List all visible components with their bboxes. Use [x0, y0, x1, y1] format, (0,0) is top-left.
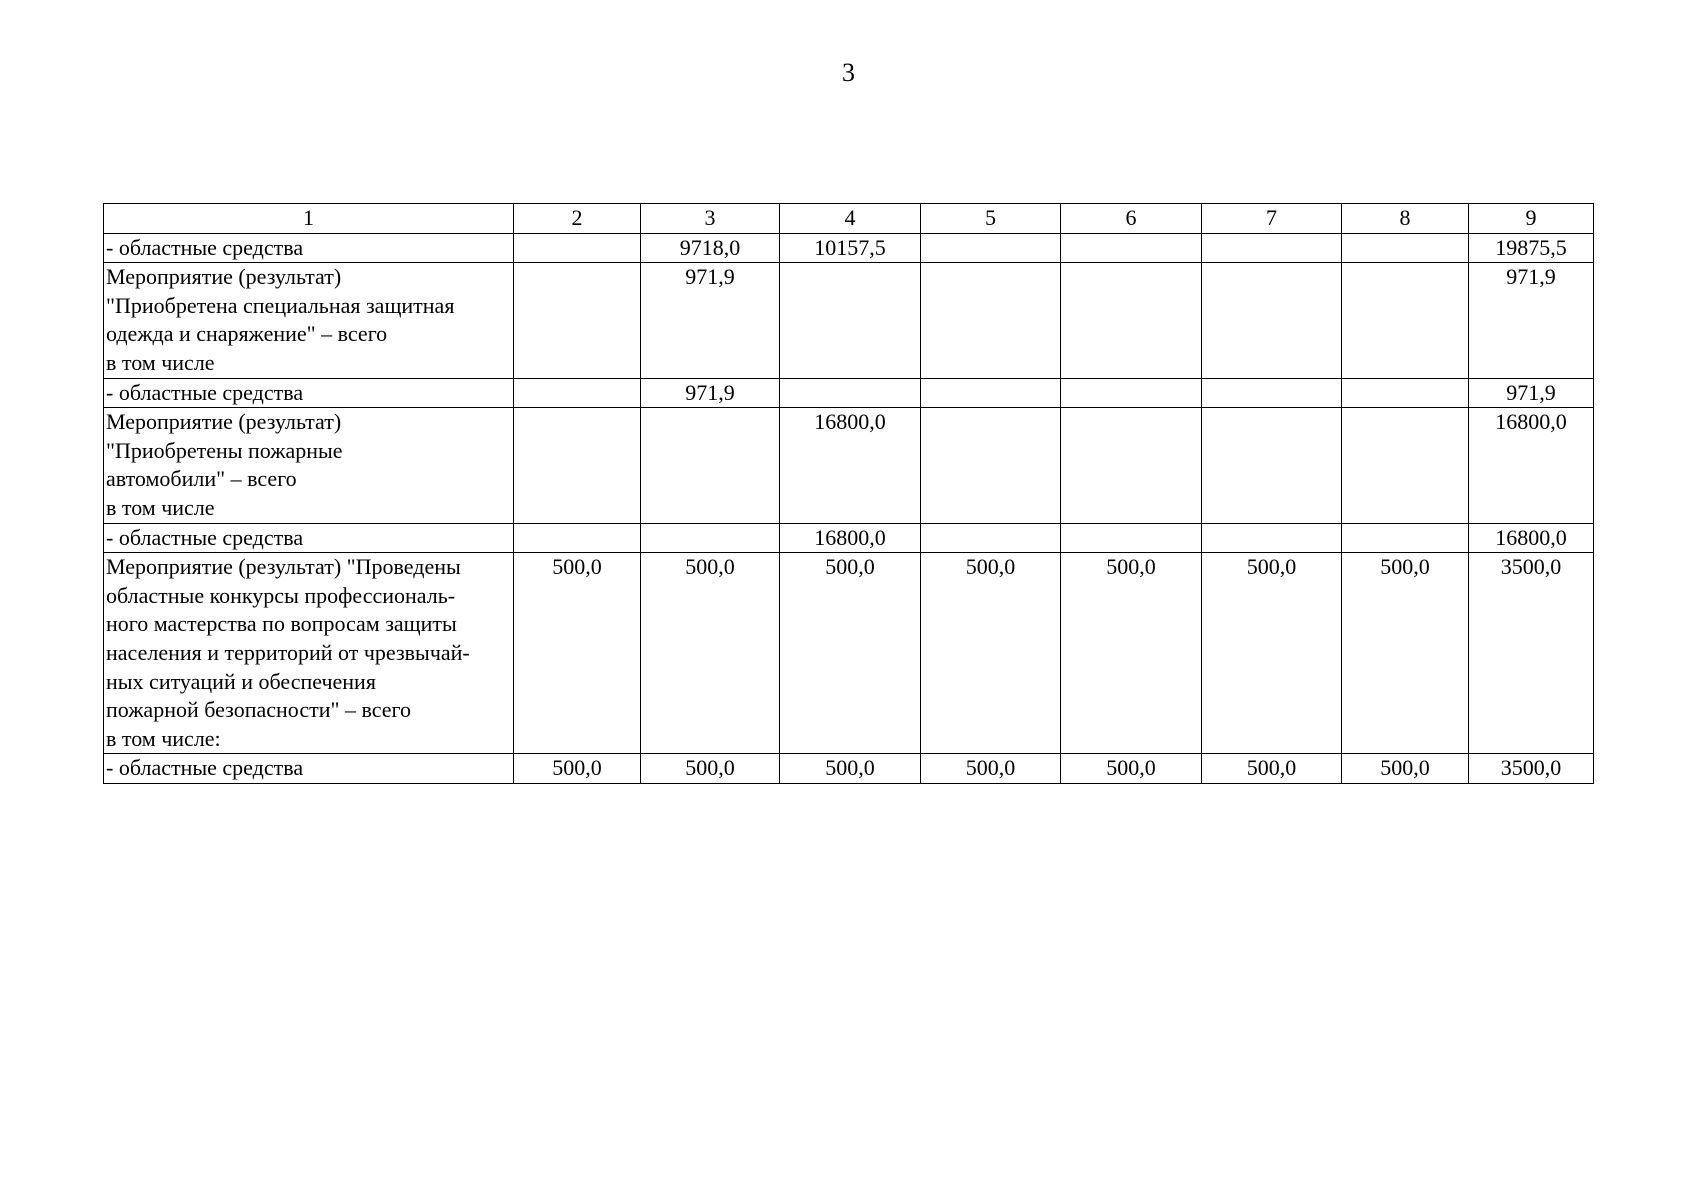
column-number-1: 1 [104, 204, 514, 234]
value-cell-col-7 [1202, 233, 1342, 263]
description-line: в том числе: [106, 725, 221, 751]
value-cell-col-8 [1342, 408, 1469, 523]
value-cell-col-4: 500,0 [780, 553, 921, 754]
value-cell-col-8: 500,0 [1342, 754, 1469, 784]
description-line: ных ситуаций и обеспечения [106, 668, 376, 694]
value-cell-col-9: 971,9 [1469, 378, 1594, 408]
value-cell-col-2 [514, 378, 641, 408]
row-description [104, 523, 514, 553]
description-line: Мероприятие (результат) "Проведены [106, 554, 461, 580]
description-line: автомобили" – всего [106, 466, 297, 492]
value-cell-col-9: 3500,0 [1469, 754, 1594, 784]
value-cell-col-3 [641, 523, 780, 553]
value-cell-col-7 [1202, 263, 1342, 378]
table-header-row [104, 204, 1594, 234]
description-line: - областные средства [106, 524, 304, 550]
value-cell-col-5: 500,0 [921, 754, 1061, 784]
description-line: - областные средства [106, 234, 304, 260]
value-cell-col-3 [641, 408, 780, 523]
value-cell-col-6 [1061, 408, 1202, 523]
value-cell-col-5 [921, 263, 1061, 378]
value-cell-col-5 [921, 378, 1061, 408]
value-cell-col-4: 16800,0 [780, 408, 921, 523]
value-cell-col-6 [1061, 378, 1202, 408]
column-number-6: 6 [1061, 204, 1202, 234]
value-cell-col-6: 500,0 [1061, 553, 1202, 754]
row-description [104, 553, 514, 754]
value-cell-col-4 [780, 263, 921, 378]
value-cell-col-8 [1342, 378, 1469, 408]
column-number-4: 4 [780, 204, 921, 234]
table-row [104, 378, 1594, 408]
value-cell-col-5: 500,0 [921, 553, 1061, 754]
column-number-5: 5 [921, 204, 1061, 234]
description-line: одежда и снаряжение" – всего [106, 321, 388, 347]
description-line: населения и территорий от чрезвычай- [106, 639, 470, 665]
value-cell-col-8 [1342, 263, 1469, 378]
description-line: - областные средства [106, 755, 304, 781]
value-cell-col-8 [1342, 233, 1469, 263]
value-cell-col-7: 500,0 [1202, 754, 1342, 784]
value-cell-col-2 [514, 408, 641, 523]
value-cell-col-8: 500,0 [1342, 553, 1469, 754]
row-description [104, 233, 514, 263]
value-cell-col-6 [1061, 523, 1202, 553]
description-line: пожарной безопасности" – всего [106, 697, 412, 723]
value-cell-col-2 [514, 233, 641, 263]
value-cell-col-5 [921, 408, 1061, 523]
value-cell-col-2: 500,0 [514, 754, 641, 784]
value-cell-col-3: 9718,0 [641, 233, 780, 263]
page-number: 3 [842, 58, 855, 87]
value-cell-col-9: 3500,0 [1469, 553, 1594, 754]
description-line: - областные средства [106, 379, 304, 405]
value-cell-col-4 [780, 378, 921, 408]
column-number-3: 3 [641, 204, 780, 234]
description-line: Мероприятие (результат) [106, 409, 342, 435]
column-number-7: 7 [1202, 204, 1342, 234]
value-cell-col-7 [1202, 523, 1342, 553]
description-line: "Приобретены пожарные [106, 437, 343, 463]
column-number-9: 9 [1469, 204, 1594, 234]
value-cell-col-9: 16800,0 [1469, 523, 1594, 553]
value-cell-col-3: 500,0 [641, 754, 780, 784]
description-line: в том числе [106, 494, 215, 520]
table-row [104, 408, 1594, 523]
value-cell-col-9: 19875,5 [1469, 233, 1594, 263]
row-description [104, 408, 514, 523]
description-line: ного мастерства по вопросам защиты [106, 611, 457, 637]
column-number-8: 8 [1342, 204, 1469, 234]
budget-table [103, 203, 1594, 784]
value-cell-col-2: 500,0 [514, 553, 641, 754]
row-description [104, 378, 514, 408]
value-cell-col-5 [921, 233, 1061, 263]
column-number-2: 2 [514, 204, 641, 234]
value-cell-col-2 [514, 523, 641, 553]
value-cell-col-7 [1202, 378, 1342, 408]
value-cell-col-5 [921, 523, 1061, 553]
value-cell-col-4: 500,0 [780, 754, 921, 784]
value-cell-col-9: 971,9 [1469, 263, 1594, 378]
description-line: в том числе [106, 349, 215, 375]
value-cell-col-9: 16800,0 [1469, 408, 1594, 523]
row-description [104, 263, 514, 378]
value-cell-col-3: 971,9 [641, 263, 780, 378]
value-cell-col-4: 10157,5 [780, 233, 921, 263]
budget-table-body [104, 204, 1594, 784]
table-row [104, 263, 1594, 378]
value-cell-col-7: 500,0 [1202, 553, 1342, 754]
value-cell-col-6 [1061, 263, 1202, 378]
table-row [104, 523, 1594, 553]
value-cell-col-6: 500,0 [1061, 754, 1202, 784]
value-cell-col-8 [1342, 523, 1469, 553]
value-cell-col-3: 500,0 [641, 553, 780, 754]
description-line: областные конкурсы профессиональ- [106, 582, 456, 608]
value-cell-col-7 [1202, 408, 1342, 523]
row-description [104, 754, 514, 784]
value-cell-col-4: 16800,0 [780, 523, 921, 553]
value-cell-col-3: 971,9 [641, 378, 780, 408]
table-row [104, 553, 1594, 754]
value-cell-col-6 [1061, 233, 1202, 263]
description-line: Мероприятие (результат) [106, 264, 342, 290]
value-cell-col-2 [514, 263, 641, 378]
table-row [104, 233, 1594, 263]
description-line: "Приобретена специальная защитная [106, 292, 455, 318]
table-row [104, 754, 1594, 784]
